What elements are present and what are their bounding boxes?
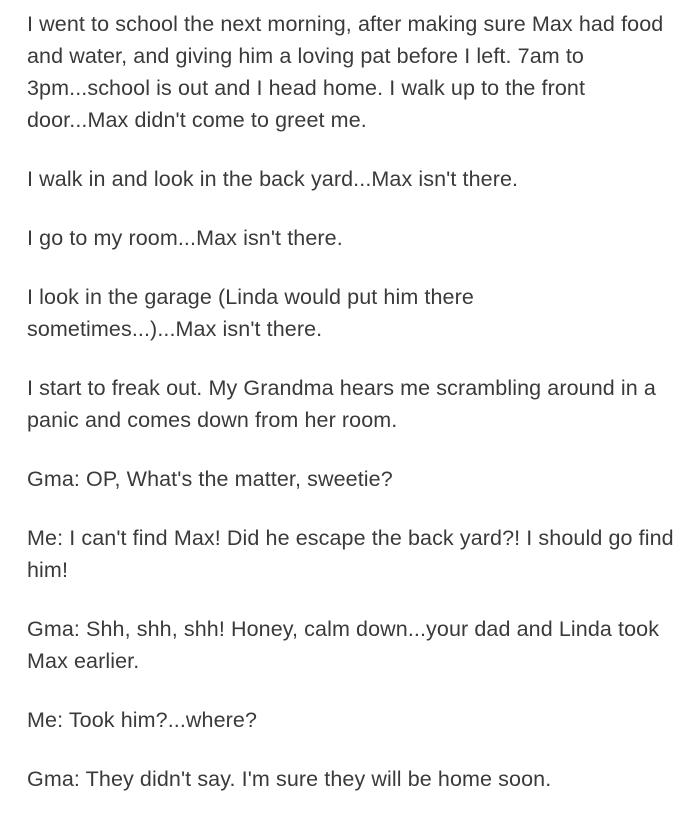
paragraph-7: Me: I can't find Max! Did he escape the back yard?! I should go find him! — [27, 526, 674, 582]
story-text — [27, 8, 687, 822]
paragraph-5: I start to freak out. My Grandma hears me scrambling around in a panic and comes down from her room. — [27, 376, 656, 432]
paragraph-3: I go to my room...Max isn't there. — [27, 226, 343, 250]
paragraph-6: Gma: OP, What's the matter, sweetie? — [27, 467, 393, 491]
paragraph-9: Me: Took him?...where? — [27, 708, 258, 732]
paragraph-8: Gma: Shh, shh, shh! Honey, calm down...your dad and Linda took Max earlier. — [27, 617, 660, 673]
paragraph-10: Gma: They didn't say. I'm sure they will be home soon. — [27, 767, 552, 791]
paragraph-1: I went to school the next morning, after making sure Max had food and water, and giving him a loving pat before I left. 7am to 3pm...school is out and I head home. I walk up to the front door...Max didn't come to greet me. — [27, 12, 664, 132]
paragraph-2: I walk in and look in the back yard...Max isn't there. — [27, 167, 519, 191]
paragraph-4: I look in the garage (Linda would put him there sometimes...)...Max isn't there. — [27, 285, 474, 341]
